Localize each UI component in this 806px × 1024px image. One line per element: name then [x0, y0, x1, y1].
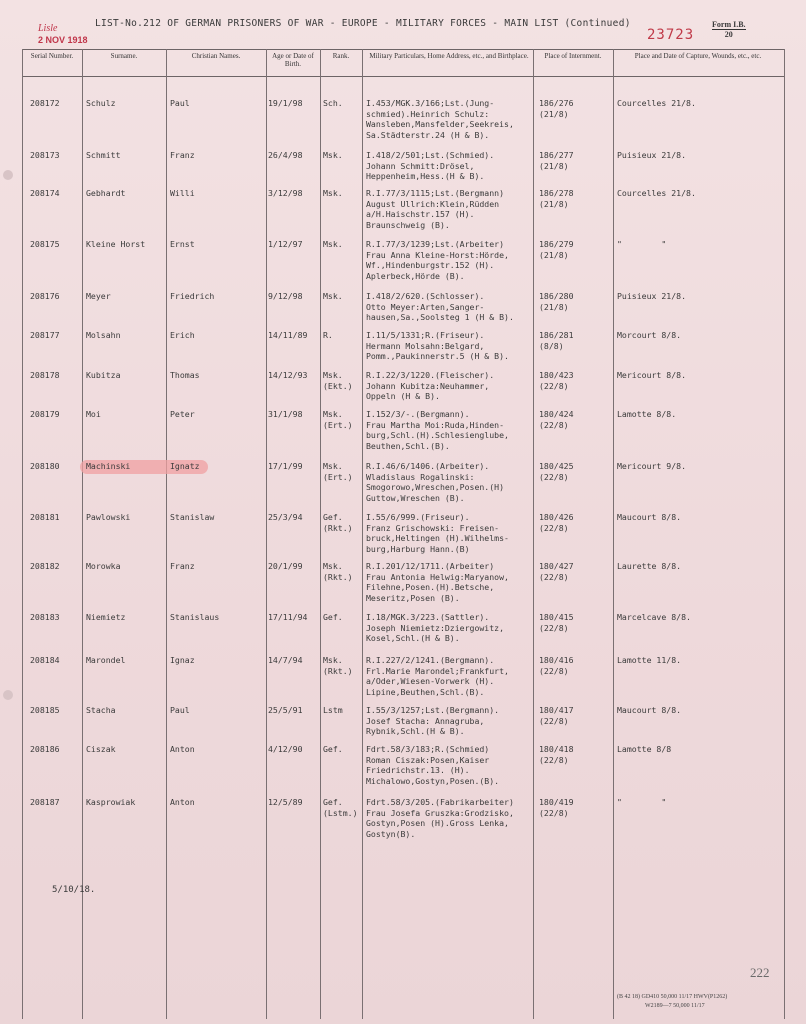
place-of-capture: Maucourt 8/8.	[617, 512, 682, 522]
date-of-birth: 25/5/91	[268, 705, 303, 715]
form-ref-line1: Form I.B.	[712, 20, 746, 29]
place-of-internment: 186/281 (8/8)	[539, 330, 574, 351]
military-particulars: I.418/2/501;Lst.(Schmied). Johann Schmitt:Drösel, Heppenheim,Hess.(H & B).	[366, 150, 495, 181]
christian-names: Anton	[170, 744, 195, 754]
place-of-internment: 186/276 (21/8)	[539, 98, 574, 119]
rank: Msk. (Rkt.)	[323, 655, 353, 676]
military-particulars: I.418/2/620.(Schlosser). Otto Meyer:Arten,Sanger- hausen,Sa.,Soolsteg 1 (H & B).	[366, 291, 514, 322]
rank: Msk. (Ert.)	[323, 461, 353, 482]
place-of-internment: 186/280 (21/8)	[539, 291, 574, 312]
date-of-birth: 1/12/97	[268, 239, 303, 249]
date-of-birth: 17/1/99	[268, 461, 303, 471]
date-of-birth: 14/11/89	[268, 330, 308, 340]
surname: Molsahn	[86, 330, 121, 340]
column-divider	[784, 49, 785, 1019]
place-of-capture: Puisieux 21/8.	[617, 291, 687, 301]
serial-number: 208178	[30, 370, 60, 380]
serial-number: 208179	[30, 409, 60, 419]
surname: Machinski	[86, 461, 131, 471]
rank: Gef.	[323, 612, 343, 622]
date-of-birth: 20/1/99	[268, 561, 303, 571]
christian-names: Thomas	[170, 370, 200, 380]
place-of-capture: Laurette 8/8.	[617, 561, 682, 571]
serial-number: 208176	[30, 291, 60, 301]
surname: Moi	[86, 409, 101, 419]
place-of-internment: 180/423 (22/8)	[539, 370, 574, 391]
rank: Msk.	[323, 291, 343, 301]
surname: Kleine Horst	[86, 239, 146, 249]
place-of-capture: " "	[617, 797, 667, 807]
col-header-christian-names: Christian Names.	[191, 52, 241, 60]
column-divider	[166, 49, 167, 1019]
serial-number: 208180	[30, 461, 60, 471]
surname: Schmitt	[86, 150, 121, 160]
place-of-internment: 180/427 (22/8)	[539, 561, 574, 582]
place-of-capture: " "	[617, 239, 667, 249]
military-particulars: R.I.77/3/1115;Lst.(Bergmann) August Ullrich:Klein,Rüdden a/H.Haischstr.157 (H). Braunschweig (B).	[366, 188, 505, 230]
military-particulars: I.55/3/1257;Lst.(Bergmann). Josef Stacha: Annagruba, Rybnik,Schl.(H & B).	[366, 705, 500, 736]
date-of-birth: 3/12/98	[268, 188, 303, 198]
rank: Msk.	[323, 150, 343, 160]
print-code: W2189—7 50,000 11/17	[645, 1003, 705, 1009]
place-of-internment: 180/426 (22/8)	[539, 512, 574, 533]
christian-names: Ignaz	[170, 655, 195, 665]
date-of-birth: 31/1/98	[268, 409, 303, 419]
rank: Lstm	[323, 705, 343, 715]
christian-names: Stanislaus	[170, 612, 220, 622]
surname: Schulz	[86, 98, 116, 108]
place-of-internment: 180/417 (22/8)	[539, 705, 574, 726]
date-of-birth: 14/7/94	[268, 655, 303, 665]
serial-number: 208174	[30, 188, 60, 198]
punch-hole	[3, 170, 13, 180]
serial-number: 208185	[30, 705, 60, 715]
form-reference	[712, 20, 746, 39]
surname: Gebhardt	[86, 188, 126, 198]
surname: Meyer	[86, 291, 111, 301]
punch-hole	[3, 690, 13, 700]
column-divider	[320, 49, 321, 1019]
date-of-birth: 17/11/94	[268, 612, 308, 622]
surname: Kasprowiak	[86, 797, 136, 807]
surname: Stacha	[86, 705, 116, 715]
page-number: 222	[750, 965, 770, 980]
column-divider	[22, 49, 23, 1019]
col-header-dob: Age or Date of Birth.	[272, 52, 314, 68]
military-particulars: Fdrt.58/3/205.(Fabrikarbeiter) Frau Josefa Gruszka:Grodzisko, Gostyn,Posen (H).Gross Lenka, Gostyn(B).	[366, 797, 514, 839]
date-of-birth: 26/4/98	[268, 150, 303, 160]
serial-number: 208182	[30, 561, 60, 571]
christian-names: Paul	[170, 98, 190, 108]
christian-names: Ignatz	[170, 461, 200, 471]
surname: Ciszak	[86, 744, 116, 754]
rank: Msk. (Ekt.)	[323, 370, 353, 391]
surname: Pawlowski	[86, 512, 131, 522]
military-particulars: R.I.201/12/1711.(Arbeiter) Frau Antonia Helwig:Maryanow, Filehne,Posen.(H).Betsche, Meseritz,Posen (B).	[366, 561, 509, 603]
rank: Msk.	[323, 188, 343, 198]
list-number-stamp: 23723	[647, 27, 695, 43]
rank: Gef. (Lstm.)	[323, 797, 358, 818]
place-of-capture: Puisieux 21/8.	[617, 150, 687, 160]
date-of-birth: 4/12/90	[268, 744, 303, 754]
header-bottom-rule	[22, 76, 784, 77]
surname: Niemietz	[86, 612, 126, 622]
christian-names: Franz	[170, 561, 195, 571]
serial-number: 208175	[30, 239, 60, 249]
military-particulars: I.152/3/-.(Bergmann). Frau Martha Moi:Ruda,Hinden- burg,Schl.(H).Schlesienglube, Beuthen,Schl.(B).	[366, 409, 509, 451]
military-particulars: I.55/6/999.(Friseur). Franz Grischowski: Freisen- bruck,Heltingen (H).Wilhelms- burg,Harburg Hann.(B)	[366, 512, 509, 554]
christian-names: Ernst	[170, 239, 195, 249]
rank: R.	[323, 330, 333, 340]
christian-names: Stanislaw	[170, 512, 215, 522]
date-of-birth: 25/3/94	[268, 512, 303, 522]
christian-names: Paul	[170, 705, 190, 715]
rank: Msk. (Ert.)	[323, 409, 353, 430]
christian-names: Erich	[170, 330, 195, 340]
military-particulars: R.I.227/2/1241.(Bergmann). Frl.Marie Marondel;Frankfurt, a/Oder,Wiesen-Vorwerk (H). Lipine,Beuthen,Schl.(B).	[366, 655, 509, 697]
column-divider	[266, 49, 267, 1019]
date-of-birth: 19/1/98	[268, 98, 303, 108]
serial-number: 208183	[30, 612, 60, 622]
military-particulars: R.I.77/3/1239;Lst.(Arbeiter) Frau Anna Kleine-Horst:Hörde, Wf.,Hindenburgstr.152 (H). Aplerbeck,Hörde (B).	[366, 239, 509, 281]
place-of-internment: 186/278 (21/8)	[539, 188, 574, 209]
christian-names: Friedrich	[170, 291, 215, 301]
place-of-internment: 180/425 (22/8)	[539, 461, 574, 482]
table-top-rule	[22, 49, 784, 50]
place-of-internment: 180/419 (22/8)	[539, 797, 574, 818]
rank: Msk. (Rkt.)	[323, 561, 353, 582]
place-of-capture: Lamotte 8/8.	[617, 409, 677, 419]
serial-number: 208173	[30, 150, 60, 160]
place-of-capture: Morcourt 8/8.	[617, 330, 682, 340]
rank: Gef.	[323, 744, 343, 754]
place-of-capture: Courcelles 21/8.	[617, 98, 696, 108]
serial-number: 208184	[30, 655, 60, 665]
date-of-birth: 12/5/89	[268, 797, 303, 807]
serial-number: 208187	[30, 797, 60, 807]
place-of-internment: 180/416 (22/8)	[539, 655, 574, 676]
place-of-capture: Lamotte 8/8	[617, 744, 672, 754]
place-of-internment: 180/418 (22/8)	[539, 744, 574, 765]
rank: Gef. (Rkt.)	[323, 512, 353, 533]
surname: Marondel	[86, 655, 126, 665]
place-of-capture: Marcelcave 8/8.	[617, 612, 691, 622]
place-of-internment: 186/279 (21/8)	[539, 239, 574, 260]
military-particulars: R.I.22/3/1220.(Fleischer). Johann Kubitza:Neuhammer, Oppeln (H & B).	[366, 370, 495, 401]
surname: Kubitza	[86, 370, 121, 380]
date-of-birth: 9/12/98	[268, 291, 303, 301]
military-particulars: R.I.46/6/1406.(Arbeiter). Wladislaus Rogalinski: Smogorowo,Wreschen,Posen.(H) Guttow,Wreschen (B).	[366, 461, 505, 503]
col-header-military-particulars: Military Particulars, Home Address, etc., and Birthplace.	[369, 52, 529, 60]
place-of-capture: Courcelles 21/8.	[617, 188, 696, 198]
col-header-serial: Serial Number.	[30, 52, 74, 60]
serial-number: 208172	[30, 98, 60, 108]
christian-names: Peter	[170, 409, 195, 419]
serial-number: 208177	[30, 330, 60, 340]
christian-names: Willi	[170, 188, 195, 198]
print-code: (B 42 18) GD410 50,000 11/17 HWV(P1262)	[617, 994, 728, 1000]
date-of-birth: 14/12/93	[268, 370, 308, 380]
place-of-capture: Mericourt 9/8.	[617, 461, 687, 471]
military-particulars: I.18/MGK.3/223.(Sattler). Joseph Niemietz:Dziergowitz, Kosel,Schl.(H & B).	[366, 612, 505, 643]
column-divider	[362, 49, 363, 1019]
military-particulars: I.453/MGK.3/166;Lst.(Jung- schmied).Heinrich Schulz: Wansleben,Mansfelder,Seekreis, Sa.Städterstr.24 (H & B).	[366, 98, 514, 140]
col-header-rank: Rank.	[332, 52, 350, 60]
serial-number: 208186	[30, 744, 60, 754]
list-title: LIST-No.212 OF GERMAN PRISONERS OF WAR - EUROPE - MILITARY FORCES - MAIN LIST (Continued)	[95, 18, 631, 29]
date-stamp: 2 NOV 1918	[38, 35, 88, 45]
military-particulars: Fdrt.58/3/183;R.(Schmied) Roman Ciszak:Posen,Kaiser Friedrichstr.13. (H). Michalowo,Gostyn,Posen.(B).	[366, 744, 500, 786]
form-ref-line2: 20	[712, 29, 746, 39]
military-particulars: I.11/5/1331;R.(Friseur). Hermann Molsahn:Belgard, Pomm.,Paukinnerstr.5 (H & B).	[366, 330, 509, 361]
footer-date: 5/10/18.	[52, 885, 96, 895]
stamp-note: Lisle	[38, 23, 58, 34]
rank: Msk.	[323, 239, 343, 249]
place-of-internment: 186/277 (21/8)	[539, 150, 574, 171]
serial-number: 208181	[30, 512, 60, 522]
place-of-internment: 180/415 (22/8)	[539, 612, 574, 633]
surname: Morowka	[86, 561, 121, 571]
christian-names: Franz	[170, 150, 195, 160]
place-of-capture: Lamotte 11/8.	[617, 655, 682, 665]
place-of-internment: 180/424 (22/8)	[539, 409, 574, 430]
place-of-capture: Maucourt 8/8.	[617, 705, 682, 715]
place-of-capture: Mericourt 8/8.	[617, 370, 687, 380]
column-divider	[82, 49, 83, 1019]
col-header-internment: Place of Internment.	[544, 52, 602, 60]
rank: Sch.	[323, 98, 343, 108]
column-divider	[613, 49, 614, 1019]
christian-names: Anton	[170, 797, 195, 807]
col-header-capture: Place and Date of Capture, Wounds, etc., etc.	[634, 52, 762, 60]
col-header-surname: Surname.	[110, 52, 138, 60]
